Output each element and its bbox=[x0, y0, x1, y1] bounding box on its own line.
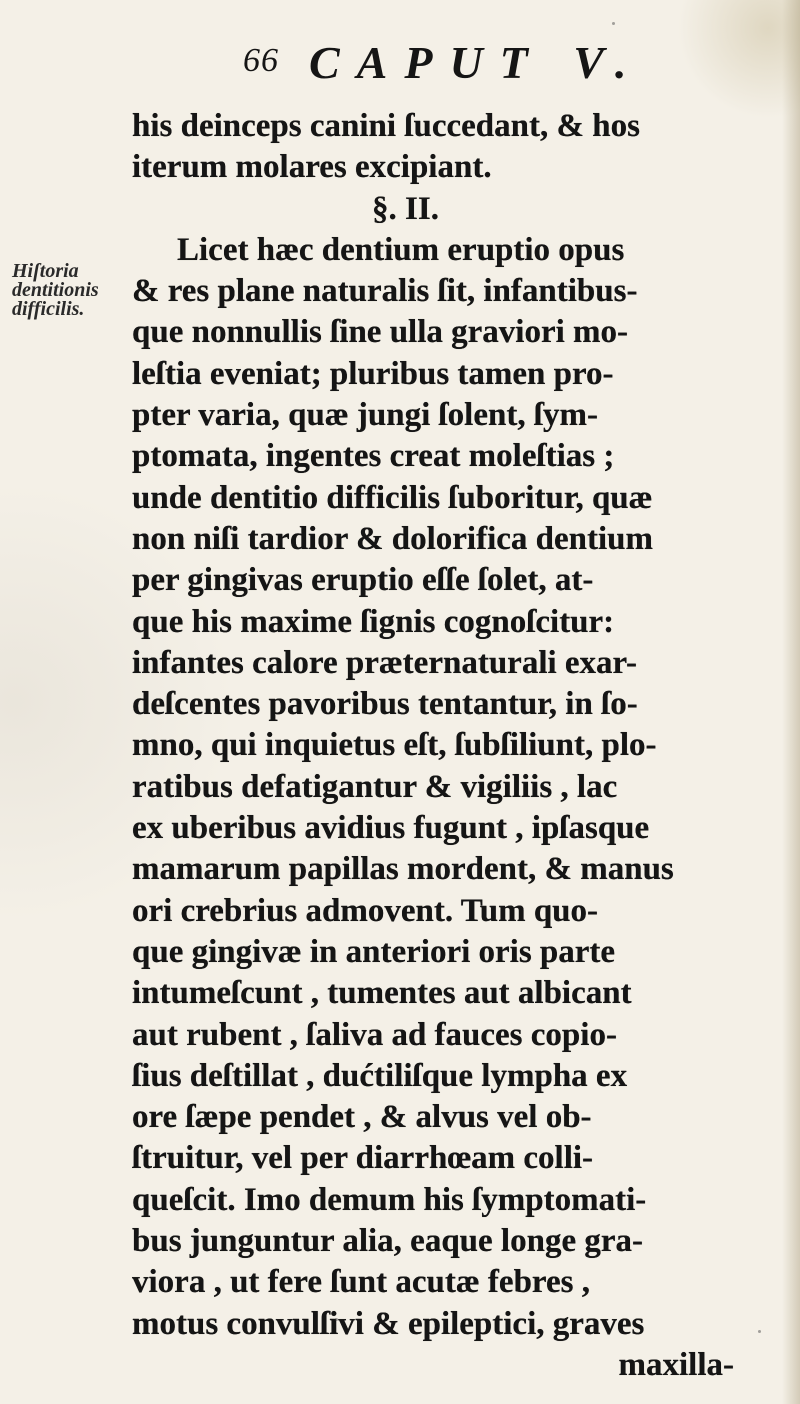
text-line: unde dentitio difficilis ſuboritur, quæ bbox=[132, 479, 653, 516]
margin-note bbox=[12, 262, 122, 319]
text-line: leſtia eveniat; pluribus tamen pro- bbox=[132, 355, 614, 392]
catchword: maxilla- bbox=[618, 1346, 734, 1383]
margin-note-line: difficilis. bbox=[12, 298, 85, 320]
text-line: queſcit. Imo demum his ſymptomati- bbox=[132, 1181, 647, 1218]
text-line: & res plane naturalis ſit, infantibus- bbox=[132, 273, 638, 310]
text-line: iterum molares excipiant. bbox=[132, 149, 492, 186]
text-line: pter varia, quæ jungi ſolent, ſym- bbox=[132, 397, 598, 434]
text-line: ptomata, ingentes creat moleſtias ; bbox=[132, 438, 615, 475]
text-line: motus convulſivi & epileptici, graves bbox=[132, 1305, 645, 1342]
text-line: non niſi tardior & dolorifica dentium bbox=[132, 520, 654, 557]
section-heading: §. II. bbox=[372, 190, 439, 227]
text-line: ex uberibus avidius fugunt , ipſasque bbox=[132, 810, 650, 847]
margin-note-line: dentitionis bbox=[12, 279, 99, 301]
running-head: CAPUT V. bbox=[309, 37, 644, 88]
page-edge-shadow bbox=[782, 0, 800, 1404]
paper-speck bbox=[758, 1330, 761, 1333]
page-header bbox=[243, 36, 663, 86]
text-line: bus junguntur alia, eaque longe gra- bbox=[132, 1223, 643, 1260]
text-line: mamarum papillas mordent, & manus bbox=[132, 851, 674, 888]
text-line: infantes calore præternaturali exar- bbox=[132, 644, 637, 681]
text-line: ſius deſtillat , dućtiliſque lympha ex bbox=[132, 1057, 628, 1094]
text-line: que gingivæ in anteriori oris parte bbox=[132, 933, 616, 970]
text-line: mno, qui inquietus eſt, ſubſiliunt, plo- bbox=[132, 727, 657, 764]
text-line: ori crebrius admovent. Tum quo- bbox=[132, 892, 599, 929]
text-line: viora , ut fere ſunt acutæ febres , bbox=[132, 1264, 590, 1301]
text-line: que nonnullis ſine ulla graviori mo- bbox=[132, 314, 628, 351]
text-line: Licet hæc dentium eruptio opus bbox=[177, 231, 625, 268]
text-line: per gingivas eruptio eſſe ſolet, at- bbox=[132, 562, 594, 599]
text-line: que his maxime ſignis cognoſcitur: bbox=[132, 603, 615, 640]
margin-note-line: Hiſtoria bbox=[12, 260, 79, 282]
text-line: aut rubent , ſaliva ad fauces copio- bbox=[132, 1016, 617, 1053]
text-line: ratibus defatigantur & vigiliis , lac bbox=[132, 768, 618, 805]
text-line: deſcentes pavoribus tentantur, in ſo- bbox=[132, 686, 638, 723]
text-line: intumeſcunt , tumentes aut albicant bbox=[132, 975, 632, 1012]
text-line: his deinceps canini ſuccedant, & hos bbox=[132, 108, 640, 144]
paper-speck bbox=[612, 22, 615, 25]
paper-speck bbox=[335, 1318, 338, 1321]
text-line: ore ſæpe pendet , & alvus vel ob- bbox=[132, 1099, 592, 1136]
page-number: 66 bbox=[243, 42, 279, 79]
body-text bbox=[132, 106, 774, 1386]
text-line: ſtruitur, vel per diarrhœam colli- bbox=[132, 1140, 594, 1177]
